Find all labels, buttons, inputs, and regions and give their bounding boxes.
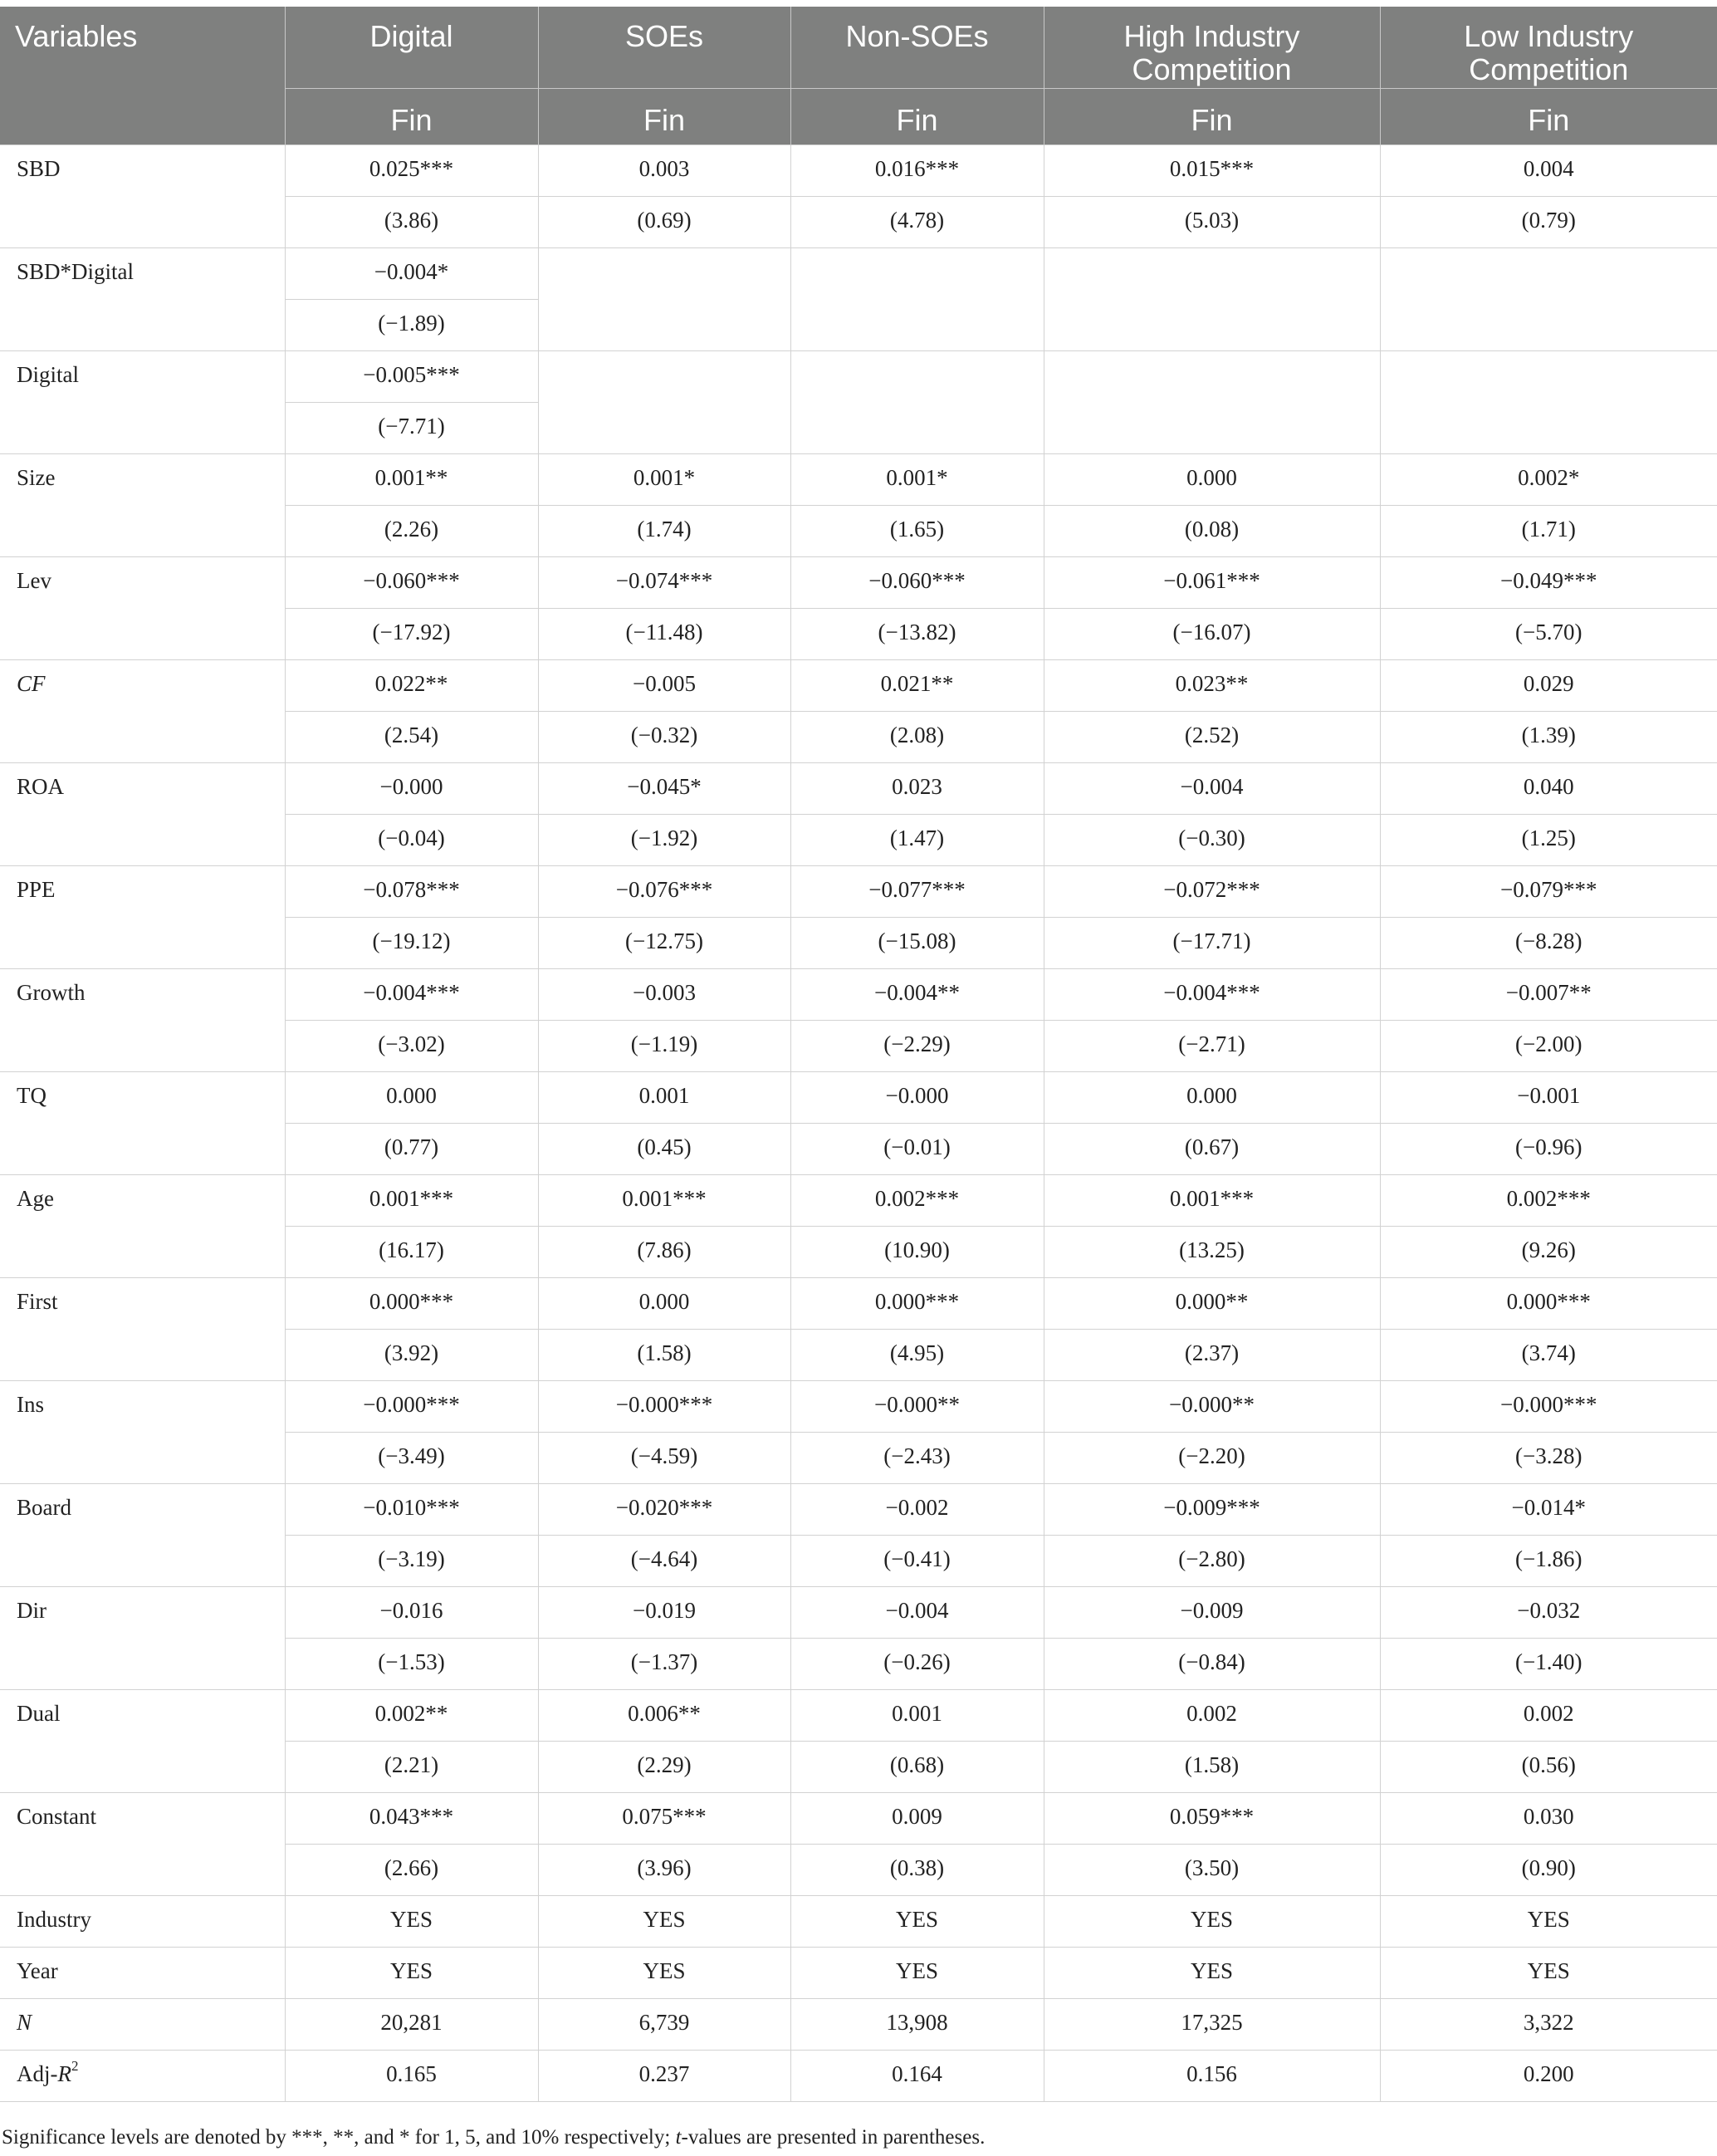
coefficient-cell: 0.009 [790, 1792, 1044, 1844]
regression-table [0, 7, 1717, 2102]
table-row-year [0, 1947, 1717, 1998]
t-value-cell: (−1.86) [1380, 1535, 1717, 1586]
coefficient-cell: 0.000 [538, 1277, 790, 1329]
coefficient-cell: 0.001** [285, 453, 538, 505]
empty-cell [1044, 350, 1380, 453]
t-value-cell: (−13.82) [790, 608, 1044, 659]
header-dependent-variable: Fin [285, 88, 538, 145]
coefficient-cell: 0.001* [538, 453, 790, 505]
row-variable-label: PPE [0, 865, 285, 968]
t-value-cell: (−4.59) [538, 1432, 790, 1483]
coefficient-cell: −0.072*** [1044, 865, 1380, 917]
value-cell: YES [538, 1947, 790, 1998]
coefficient-cell: −0.004*** [285, 968, 538, 1020]
header-row-models [0, 7, 1717, 88]
row-variable-label: Lev [0, 556, 285, 659]
coefficient-cell: 0.075*** [538, 1792, 790, 1844]
row-variable-label: Growth [0, 968, 285, 1071]
coefficient-cell: 0.001*** [538, 1174, 790, 1226]
t-value-cell: (−3.49) [285, 1432, 538, 1483]
t-value-cell: (−3.19) [285, 1535, 538, 1586]
coefficient-cell: −0.032 [1380, 1586, 1717, 1638]
row-variable-label: Year [0, 1947, 285, 1998]
coefficient-cell: 0.023 [790, 762, 1044, 814]
table-body [0, 145, 1717, 2101]
coefficient-cell: −0.020*** [538, 1483, 790, 1535]
coefficient-cell: 0.001*** [285, 1174, 538, 1226]
header-col-non-soes: Non-SOEs [790, 7, 1044, 88]
header-variables: Variables [0, 7, 285, 145]
note-t-italic: t [675, 2126, 682, 2149]
coefficient-cell: −0.060*** [285, 556, 538, 608]
coefficient-cell: 0.002*** [790, 1174, 1044, 1226]
t-value-cell: (13.25) [1044, 1226, 1380, 1277]
coefficient-cell: −0.009*** [1044, 1483, 1380, 1535]
coefficient-cell: −0.016 [285, 1586, 538, 1638]
t-value-cell: (−2.80) [1044, 1535, 1380, 1586]
t-value-cell: (−0.26) [790, 1638, 1044, 1689]
row-variable-label: ROA [0, 762, 285, 865]
header-dependent-variable: Fin [1380, 88, 1717, 145]
coefficient-cell: −0.000 [790, 1071, 1044, 1123]
t-value-cell: (5.03) [1044, 196, 1380, 247]
value-cell: 0.156 [1044, 2050, 1380, 2101]
header-col-digital: Digital [285, 7, 538, 88]
coefficient-cell: 0.001* [790, 453, 1044, 505]
t-value-cell: (3.50) [1044, 1844, 1380, 1895]
coefficient-cell: −0.002 [790, 1483, 1044, 1535]
t-value-cell: (2.08) [790, 711, 1044, 762]
t-value-cell: (−17.71) [1044, 917, 1380, 968]
table-note [2, 2126, 985, 2149]
row-variable-label: TQ [0, 1071, 285, 1174]
coefficient-cell: −0.000** [790, 1380, 1044, 1432]
coefficient-cell: −0.078*** [285, 865, 538, 917]
t-value-cell: (0.77) [285, 1123, 538, 1174]
row-variable-label: Digital [0, 350, 285, 453]
t-value-cell: (4.78) [790, 196, 1044, 247]
value-cell: 0.165 [285, 2050, 538, 2101]
coefficient-cell: 0.025*** [285, 145, 538, 196]
row-variable-label [0, 2050, 285, 2101]
header-dependent-variable: Fin [538, 88, 790, 145]
table-row-coefficient [0, 659, 1717, 711]
t-value-cell: (−1.37) [538, 1638, 790, 1689]
coefficient-cell: −0.077*** [790, 865, 1044, 917]
coefficient-cell: 0.022** [285, 659, 538, 711]
t-value-cell: (−5.70) [1380, 608, 1717, 659]
t-value-cell: (−3.02) [285, 1020, 538, 1071]
header-dependent-variable: Fin [1044, 88, 1380, 145]
t-value-cell: (9.26) [1380, 1226, 1717, 1277]
t-value-cell: (1.58) [1044, 1741, 1380, 1792]
coefficient-cell: −0.060*** [790, 556, 1044, 608]
empty-cell [538, 247, 790, 350]
table-header [0, 7, 1717, 145]
table-row-coefficient [0, 865, 1717, 917]
coefficient-cell: 0.000*** [1380, 1277, 1717, 1329]
value-cell: YES [538, 1895, 790, 1947]
coefficient-cell: 0.003 [538, 145, 790, 196]
coefficient-cell: 0.043*** [285, 1792, 538, 1844]
table-row-coefficient [0, 556, 1717, 608]
table-row-coefficient [0, 145, 1717, 196]
t-value-cell: (0.56) [1380, 1741, 1717, 1792]
t-value-cell: (1.65) [790, 505, 1044, 556]
t-value-cell: (−2.29) [790, 1020, 1044, 1071]
t-value-cell: (2.29) [538, 1741, 790, 1792]
t-value-cell: (−0.32) [538, 711, 790, 762]
value-cell: YES [1380, 1947, 1717, 1998]
row-variable-label: Constant [0, 1792, 285, 1895]
value-cell: 20,281 [285, 1998, 538, 2050]
coefficient-cell: −0.004 [1044, 762, 1380, 814]
t-value-cell: (1.74) [538, 505, 790, 556]
coefficient-cell: 0.000** [1044, 1277, 1380, 1329]
t-value-cell: (−2.20) [1044, 1432, 1380, 1483]
coefficient-cell: 0.000*** [790, 1277, 1044, 1329]
empty-cell [1380, 247, 1717, 350]
value-cell: 0.237 [538, 2050, 790, 2101]
coefficient-cell: −0.004* [285, 247, 538, 299]
coefficient-cell: 0.002** [285, 1689, 538, 1741]
t-value-cell: (−7.71) [285, 402, 538, 453]
note-prefix: Significance levels are denoted by ***, **, and * for 1, 5, and 10% respectively; [2, 2126, 676, 2149]
coefficient-cell: 0.016*** [790, 145, 1044, 196]
t-value-cell: (−17.92) [285, 608, 538, 659]
row-variable-label: Dir [0, 1586, 285, 1689]
t-value-cell: (−0.96) [1380, 1123, 1717, 1174]
row-variable-label: Dual [0, 1689, 285, 1792]
table-row-coefficient [0, 1689, 1717, 1741]
value-cell: YES [1044, 1895, 1380, 1947]
table-row-coefficient [0, 968, 1717, 1020]
table-row-n [0, 1998, 1717, 2050]
table-row-coefficient [0, 1586, 1717, 1638]
t-value-cell: (−0.30) [1044, 814, 1380, 865]
coefficient-cell: −0.003 [538, 968, 790, 1020]
coefficient-cell: −0.000** [1044, 1380, 1380, 1432]
t-value-cell: (−1.40) [1380, 1638, 1717, 1689]
table-row-adj-r2 [0, 2050, 1717, 2101]
t-value-cell: (3.86) [285, 196, 538, 247]
t-value-cell: (0.90) [1380, 1844, 1717, 1895]
row-variable-label: N [0, 1998, 285, 2050]
t-value-cell: (10.90) [790, 1226, 1044, 1277]
t-value-cell: (−1.89) [285, 299, 538, 350]
adj-r2-superscript: 2 [71, 2057, 79, 2074]
row-variable-label: SBD*Digital [0, 247, 285, 350]
t-value-cell: (1.71) [1380, 505, 1717, 556]
value-cell: 0.200 [1380, 2050, 1717, 2101]
table-row-coefficient [0, 1792, 1717, 1844]
table-row-coefficient [0, 247, 1717, 299]
t-value-cell: (−1.19) [538, 1020, 790, 1071]
coefficient-cell: 0.029 [1380, 659, 1717, 711]
empty-cell [1380, 350, 1717, 453]
row-variable-label: Size [0, 453, 285, 556]
t-value-cell: (3.92) [285, 1329, 538, 1380]
coefficient-cell: 0.004 [1380, 145, 1717, 196]
t-value-cell: (0.38) [790, 1844, 1044, 1895]
regression-table-container [0, 7, 1717, 2102]
adj-r2-r: R [57, 2060, 71, 2086]
coefficient-cell: −0.001 [1380, 1071, 1717, 1123]
table-row-coefficient [0, 1483, 1717, 1535]
value-cell: 6,739 [538, 1998, 790, 2050]
empty-cell [790, 350, 1044, 453]
header-col-soes: SOEs [538, 7, 790, 88]
empty-cell [1044, 247, 1380, 350]
coefficient-cell: 0.023** [1044, 659, 1380, 711]
t-value-cell: (4.95) [790, 1329, 1044, 1380]
coefficient-cell: −0.014* [1380, 1483, 1717, 1535]
note-suffix: -values are presented in parentheses. [681, 2126, 986, 2149]
coefficient-cell: 0.006** [538, 1689, 790, 1741]
row-variable-label: SBD [0, 145, 285, 247]
coefficient-cell: 0.000 [1044, 453, 1380, 505]
t-value-cell: (−0.84) [1044, 1638, 1380, 1689]
value-cell: YES [285, 1947, 538, 1998]
adj-r2-prefix: Adj- [17, 2060, 58, 2086]
coefficient-cell: 0.002* [1380, 453, 1717, 505]
coefficient-cell: −0.061*** [1044, 556, 1380, 608]
t-value-cell: (0.79) [1380, 196, 1717, 247]
t-value-cell: (−1.92) [538, 814, 790, 865]
coefficient-cell: 0.040 [1380, 762, 1717, 814]
t-value-cell: (−0.41) [790, 1535, 1044, 1586]
row-variable-label: Board [0, 1483, 285, 1586]
t-value-cell: (−15.08) [790, 917, 1044, 968]
t-value-cell: (1.39) [1380, 711, 1717, 762]
t-value-cell: (−11.48) [538, 608, 790, 659]
t-value-cell: (−4.64) [538, 1535, 790, 1586]
coefficient-cell: −0.074*** [538, 556, 790, 608]
coefficient-cell: 0.015*** [1044, 145, 1380, 196]
coefficient-cell: −0.005*** [285, 350, 538, 402]
table-row-coefficient [0, 350, 1717, 402]
empty-cell [538, 350, 790, 453]
t-value-cell: (−1.53) [285, 1638, 538, 1689]
table-row-coefficient [0, 762, 1717, 814]
t-value-cell: (7.86) [538, 1226, 790, 1277]
value-cell: 3,322 [1380, 1998, 1717, 2050]
header-col-high-competition: High Industry Competition [1044, 7, 1380, 88]
t-value-cell: (2.66) [285, 1844, 538, 1895]
t-value-cell: (0.67) [1044, 1123, 1380, 1174]
coefficient-cell: 0.030 [1380, 1792, 1717, 1844]
coefficient-cell: −0.010*** [285, 1483, 538, 1535]
t-value-cell: (0.45) [538, 1123, 790, 1174]
value-cell: 0.164 [790, 2050, 1044, 2101]
coefficient-cell: −0.000*** [1380, 1380, 1717, 1432]
row-variable-label: Age [0, 1174, 285, 1277]
value-cell: 17,325 [1044, 1998, 1380, 2050]
coefficient-cell: 0.001*** [1044, 1174, 1380, 1226]
t-value-cell: (−2.71) [1044, 1020, 1380, 1071]
t-value-cell: (−0.01) [790, 1123, 1044, 1174]
table-row-coefficient [0, 1071, 1717, 1123]
t-value-cell: (1.47) [790, 814, 1044, 865]
t-value-cell: (−2.43) [790, 1432, 1044, 1483]
value-cell: 13,908 [790, 1998, 1044, 2050]
coefficient-cell: −0.049*** [1380, 556, 1717, 608]
t-value-cell: (−12.75) [538, 917, 790, 968]
row-variable-label: CF [0, 659, 285, 762]
t-value-cell: (2.26) [285, 505, 538, 556]
coefficient-cell: −0.019 [538, 1586, 790, 1638]
row-variable-label: Industry [0, 1895, 285, 1947]
coefficient-cell: −0.007** [1380, 968, 1717, 1020]
table-row-industry [0, 1895, 1717, 1947]
value-cell: YES [285, 1895, 538, 1947]
table-row-coefficient [0, 1174, 1717, 1226]
coefficient-cell: 0.002 [1044, 1689, 1380, 1741]
t-value-cell: (2.54) [285, 711, 538, 762]
coefficient-cell: 0.001 [538, 1071, 790, 1123]
t-value-cell: (0.08) [1044, 505, 1380, 556]
row-variable-label: Ins [0, 1380, 285, 1483]
header-dependent-variable: Fin [790, 88, 1044, 145]
coefficient-cell: 0.002*** [1380, 1174, 1717, 1226]
t-value-cell: (2.37) [1044, 1329, 1380, 1380]
coefficient-cell: −0.000 [285, 762, 538, 814]
coefficient-cell: 0.021** [790, 659, 1044, 711]
t-value-cell: (16.17) [285, 1226, 538, 1277]
coefficient-cell: 0.000 [285, 1071, 538, 1123]
coefficient-cell: −0.000*** [538, 1380, 790, 1432]
t-value-cell: (2.21) [285, 1741, 538, 1792]
coefficient-cell: −0.004*** [1044, 968, 1380, 1020]
empty-cell [790, 247, 1044, 350]
coefficient-cell: −0.076*** [538, 865, 790, 917]
t-value-cell: (−8.28) [1380, 917, 1717, 968]
value-cell: YES [790, 1947, 1044, 1998]
t-value-cell: (3.74) [1380, 1329, 1717, 1380]
t-value-cell: (−16.07) [1044, 608, 1380, 659]
t-value-cell: (0.69) [538, 196, 790, 247]
t-value-cell: (−3.28) [1380, 1432, 1717, 1483]
coefficient-cell: 0.001 [790, 1689, 1044, 1741]
t-value-cell: (1.58) [538, 1329, 790, 1380]
header-col-low-competition: Low Industry Competition [1380, 7, 1717, 88]
coefficient-cell: −0.004 [790, 1586, 1044, 1638]
coefficient-cell: 0.000*** [285, 1277, 538, 1329]
coefficient-cell: −0.009 [1044, 1586, 1380, 1638]
table-row-coefficient [0, 1277, 1717, 1329]
value-cell: YES [1380, 1895, 1717, 1947]
coefficient-cell: −0.000*** [285, 1380, 538, 1432]
coefficient-cell: 0.002 [1380, 1689, 1717, 1741]
table-row-coefficient [0, 1380, 1717, 1432]
coefficient-cell: 0.000 [1044, 1071, 1380, 1123]
t-value-cell: (2.52) [1044, 711, 1380, 762]
coefficient-cell: −0.045* [538, 762, 790, 814]
row-variable-label: First [0, 1277, 285, 1380]
value-cell: YES [790, 1895, 1044, 1947]
coefficient-cell: 0.059*** [1044, 1792, 1380, 1844]
coefficient-cell: −0.004** [790, 968, 1044, 1020]
t-value-cell: (−19.12) [285, 917, 538, 968]
t-value-cell: (−0.04) [285, 814, 538, 865]
t-value-cell: (3.96) [538, 1844, 790, 1895]
coefficient-cell: −0.079*** [1380, 865, 1717, 917]
t-value-cell: (1.25) [1380, 814, 1717, 865]
table-row-coefficient [0, 453, 1717, 505]
coefficient-cell: −0.005 [538, 659, 790, 711]
t-value-cell: (0.68) [790, 1741, 1044, 1792]
value-cell: YES [1044, 1947, 1380, 1998]
t-value-cell: (−2.00) [1380, 1020, 1717, 1071]
